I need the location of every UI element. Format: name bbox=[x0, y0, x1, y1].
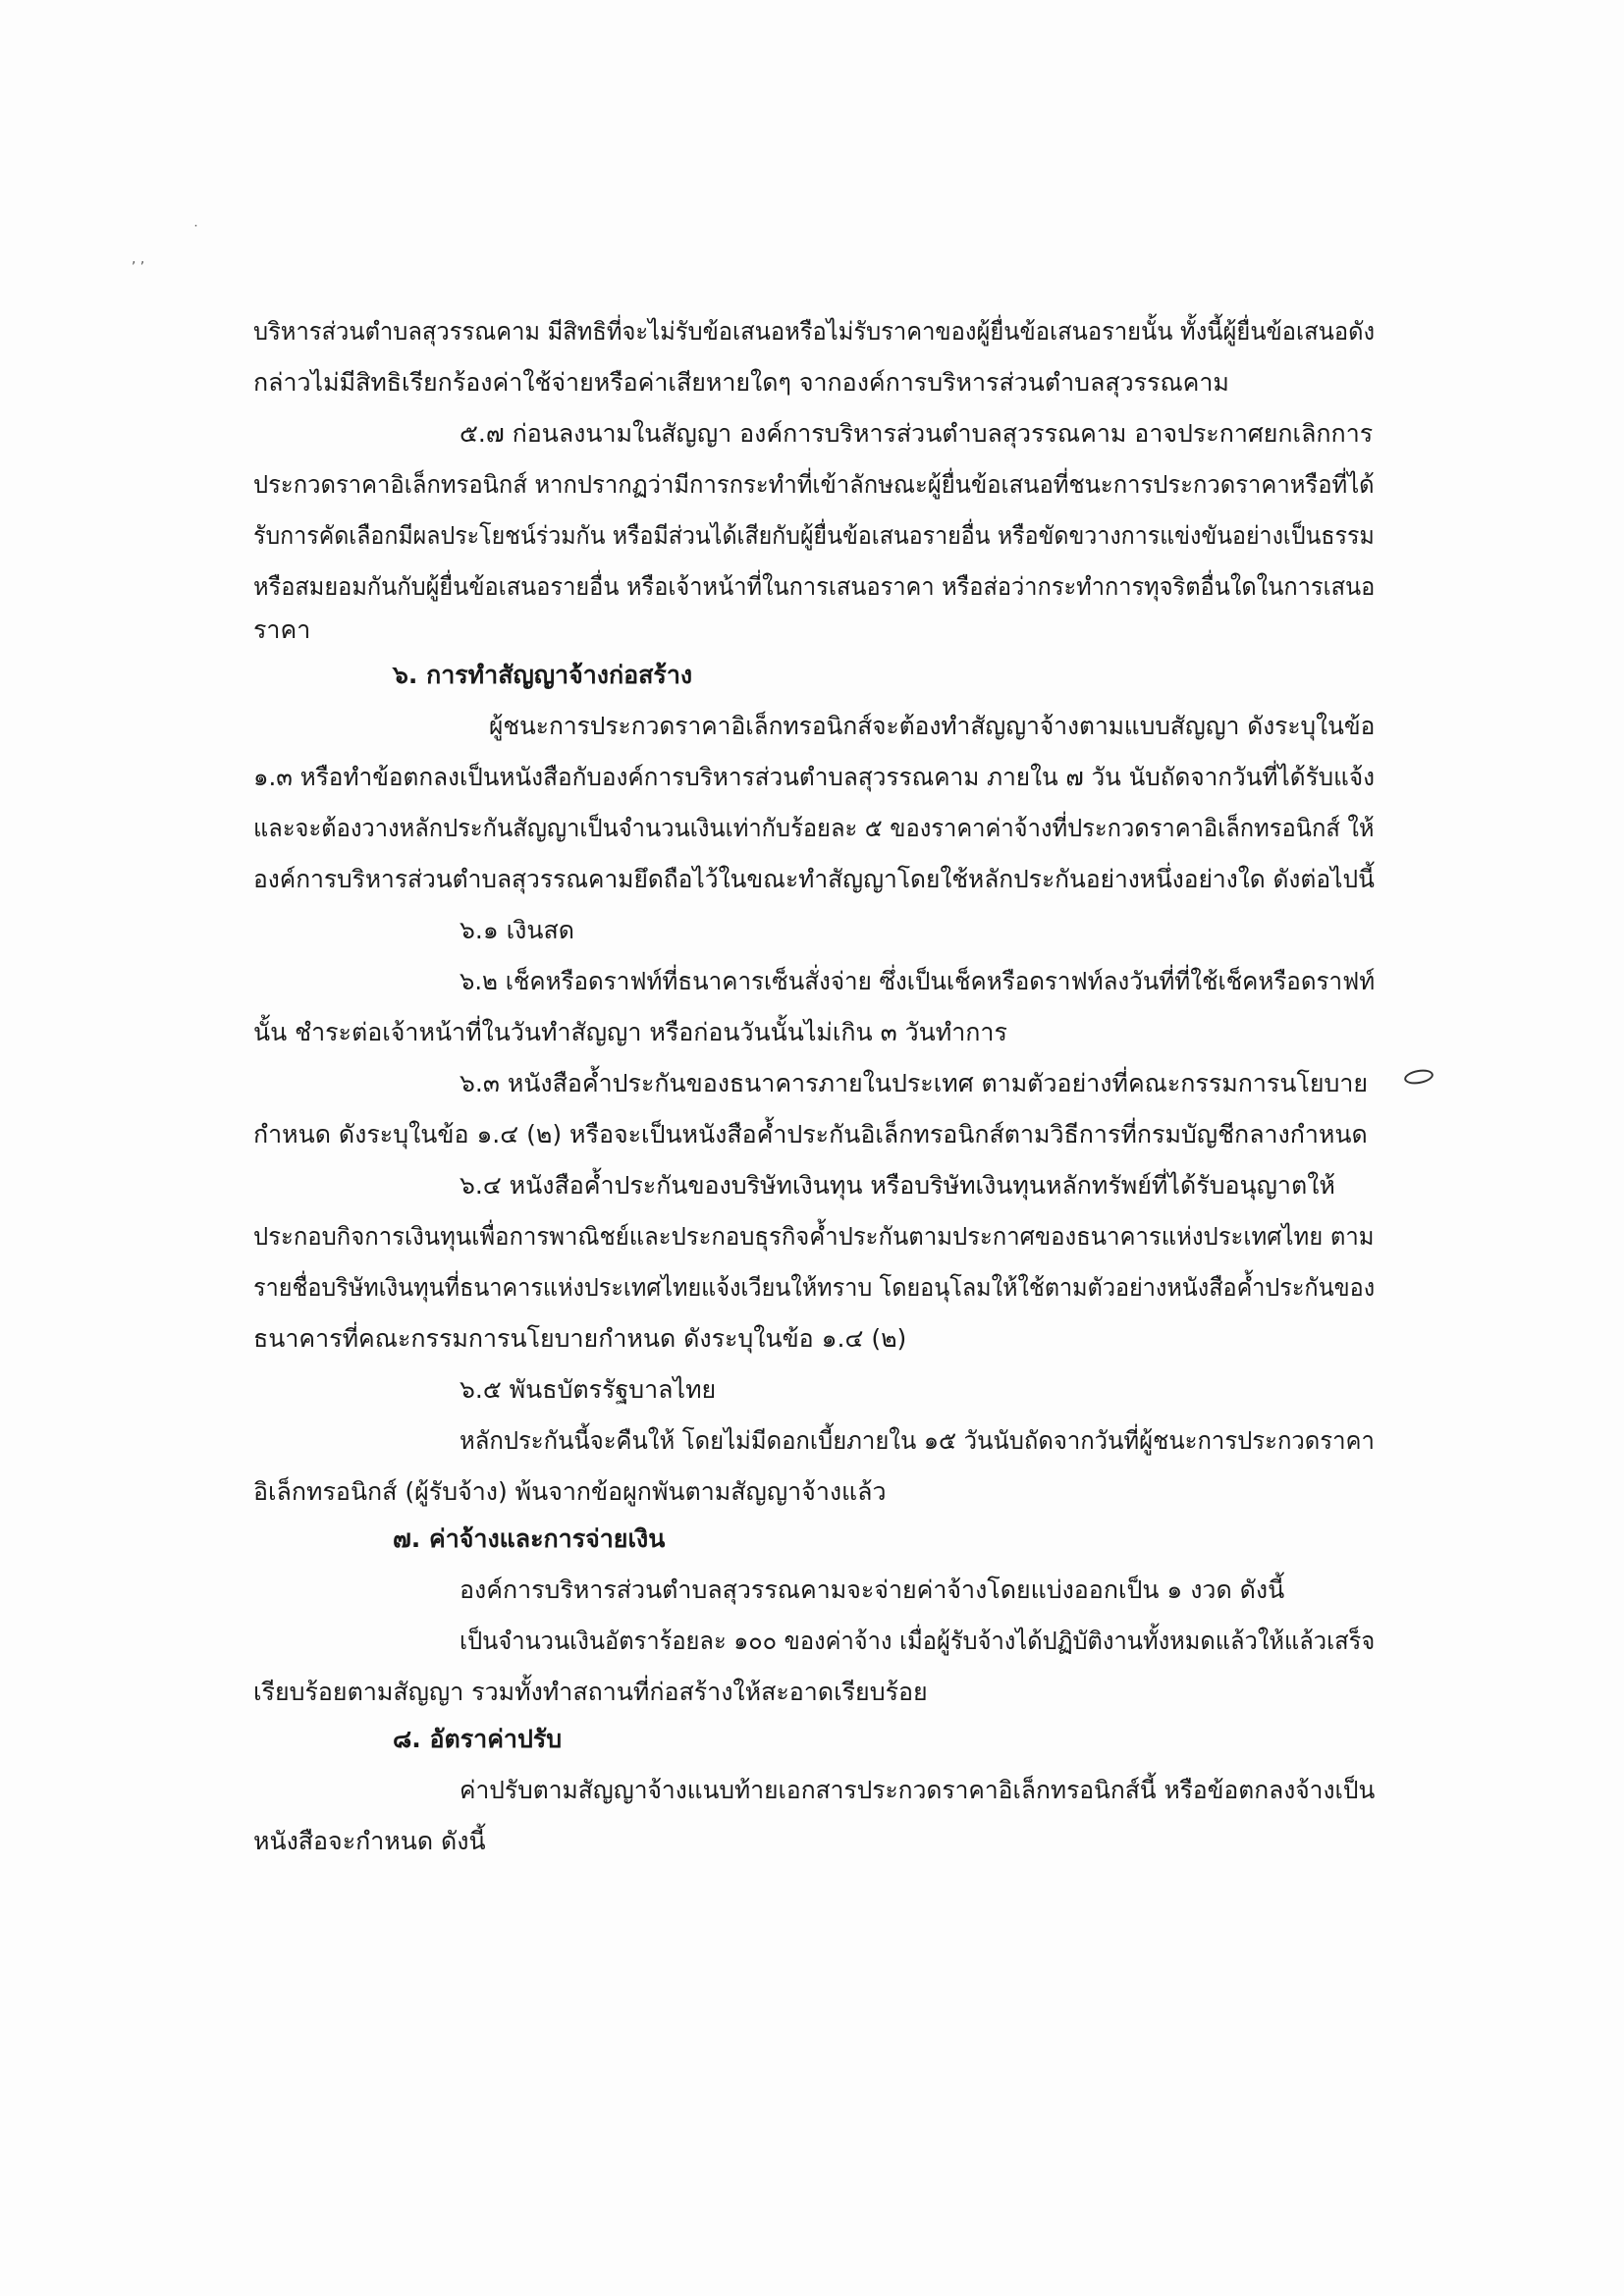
body-line: หนังสือจะกำหนด ดังนี้ bbox=[253, 1827, 486, 1855]
penalty-line: ค่าปรับตามสัญญาจ้างแนบท้ายเอกสารประกวดราคาอิเล็กทรอนิกส์นี้ หรือข้อตกลงจ้างเป็น bbox=[460, 1776, 1376, 1804]
section-heading-7: ๗. ค่าจ้างและการจ่ายเงิน bbox=[393, 1524, 666, 1553]
item-6-4: ๖.๔ หนังสือค้ำประกันของบริษัทเงินทุน หรือบริษัทเงินทุนหลักทรัพย์ที่ได้รับอนุญาตให้ bbox=[460, 1171, 1335, 1200]
body-line: และจะต้องวางหลักประกันสัญญาเป็นจำนวนเงินเท่ากับร้อยละ ๕ ของราคาค่าจ้างที่ประกวดราคาอิเล็กทรอนิกส์ ให้ bbox=[253, 814, 1375, 842]
body-line: อิเล็กทรอนิกส์ (ผู้รับจ้าง) พ้นจากข้อผูกพันตามสัญญาจ้างแล้ว bbox=[253, 1477, 887, 1506]
body-line: บริหารส่วนตำบลสุวรรณคาม มีสิทธิที่จะไม่รับข้อเสนอหรือไม่รับราคาของผู้ยื่นข้อเสนอรายนั้น ทั้งนี้ผู้ยื่นข้อเสนอดัง bbox=[253, 317, 1376, 346]
scan-speck: , , bbox=[132, 251, 145, 267]
payment-line: องค์การบริหารส่วนตำบลสุวรรณคามจะจ่ายค่าจ้างโดยแบ่งออกเป็น ๑ งวด ดังนี้ bbox=[460, 1575, 1285, 1604]
item-6-5: ๖.๕ พันธบัตรรัฐบาลไทย bbox=[460, 1375, 717, 1404]
item-6-3: ๖.๓ หนังสือค้ำประกันของธนาคารภายในประเทศ ตามตัวอย่างที่คณะกรรมการนโยบาย bbox=[460, 1069, 1369, 1097]
section-heading-8: ๘. อัตราค่าปรับ bbox=[393, 1725, 563, 1753]
body-line: ประกอบกิจการเงินทุนเพื่อการพาณิชย์และประกอบธุรกิจค้ำประกันตามประกาศของธนาคารแห่งประเทศไทย ตาม bbox=[253, 1222, 1375, 1251]
scan-speck: ˙ bbox=[192, 224, 199, 240]
margin-scribble bbox=[1403, 1068, 1435, 1087]
body-line: เรียบร้อยตามสัญญา รวมทั้งทำสถานที่ก่อสร้างให้สะอาดเรียบร้อย bbox=[253, 1678, 928, 1706]
payment-line: เป็นจำนวนเงินอัตราร้อยละ ๑๐๐ ของค่าจ้าง เมื่อผู้รับจ้างได้ปฏิบัติงานทั้งหมดแล้วให้แล้วเสร็จ bbox=[460, 1627, 1376, 1655]
item-6-2: ๖.๒ เช็คหรือดราฟท์ที่ธนาคารเซ็นสั่งจ่าย ซึ่งเป็นเช็คหรือดราฟท์ลงวันที่ที่ใช้เช็คหรือดราฟท์ bbox=[460, 967, 1376, 995]
body-line: ๑.๓ หรือทำข้อตกลงเป็นหนังสือกับองค์การบริหารส่วนตำบลสุวรรณคาม ภายใน ๗ วัน นับถัดจากวันที่ได้รับแจ้ง bbox=[253, 763, 1376, 791]
body-line: นั้น ชำระต่อเจ้าหน้าที่ในวันทำสัญญา หรือก่อนวันนั้นไม่เกิน ๓ วันทำการ bbox=[253, 1018, 1007, 1046]
body-line: ธนาคารที่คณะกรรมการนโยบายกำหนด ดังระบุในข้อ ๑.๔ (๒) bbox=[253, 1324, 907, 1353]
body-line: ราคา bbox=[253, 615, 311, 644]
body-line: ประกวดราคาอิเล็กทรอนิกส์ หากปรากฏว่ามีการกระทำที่เข้าลักษณะผู้ยื่นข้อเสนอที่ชนะการประกวดราคาหรือที่ได้ bbox=[253, 470, 1375, 499]
paragraph-6-first-line: ผู้ชนะการประกวดราคาอิเล็กทรอนิกส์จะต้องทำสัญญาจ้างตามแบบสัญญา ดังระบุในข้อ bbox=[489, 712, 1376, 740]
guarantee-return-line: หลักประกันนี้จะคืนให้ โดยไม่มีดอกเบี้ยภายใน ๑๕ วันนับถัดจากวันที่ผู้ชนะการประกวดราคา bbox=[460, 1426, 1375, 1455]
section-heading-6: ๖. การทำสัญญาจ้างก่อสร้าง bbox=[393, 661, 693, 689]
body-line: กำหนด ดังระบุในข้อ ๑.๔ (๒) หรือจะเป็นหนังสือค้ำประกันอิเล็กทรอนิกส์ตามวิธีการที่กรมบัญชีกลางกำหนด bbox=[253, 1120, 1368, 1148]
body-line: องค์การบริหารส่วนตำบลสุวรรณคามยึดถือไว้ในขณะทำสัญญาโดยใช้หลักประกันอย่างหนึ่งอย่างใด ดังต่อไปนี้ bbox=[253, 865, 1375, 893]
body-line: หรือสมยอมกันกับผู้ยื่นข้อเสนอรายอื่น หรือเจ้าหน้าที่ในการเสนอราคา หรือส่อว่ากระทำการทุจริตอื่นใดในการเสนอ bbox=[253, 572, 1376, 601]
body-line: กล่าวไม่มีสิทธิเรียกร้องค่าใช้จ่ายหรือค่าเสียหายใดๆ จากองค์การบริหารส่วนตำบลสุวรรณคาม bbox=[253, 368, 1229, 397]
body-line: รับการคัดเลือกมีผลประโยชน์ร่วมกัน หรือมีส่วนได้เสียกับผู้ยื่นข้อเสนอรายอื่น หรือขัดขวางการแข่งขันอย่างเป็นธรรม bbox=[253, 521, 1375, 550]
paragraph-5-7-first-line: ๕.๗ ก่อนลงนามในสัญญา องค์การบริหารส่วนตำบลสุวรรณคาม อาจประกาศยกเลิกการ bbox=[460, 419, 1374, 448]
body-line: รายชื่อบริษัทเงินทุนที่ธนาคารแห่งประเทศไทยแจ้งเวียนให้ทราบ โดยอนุโลมให้ใช้ตามตัวอย่างหนังสือค้ำประกันของ bbox=[253, 1273, 1376, 1302]
item-6-1: ๖.๑ เงินสด bbox=[460, 916, 574, 944]
